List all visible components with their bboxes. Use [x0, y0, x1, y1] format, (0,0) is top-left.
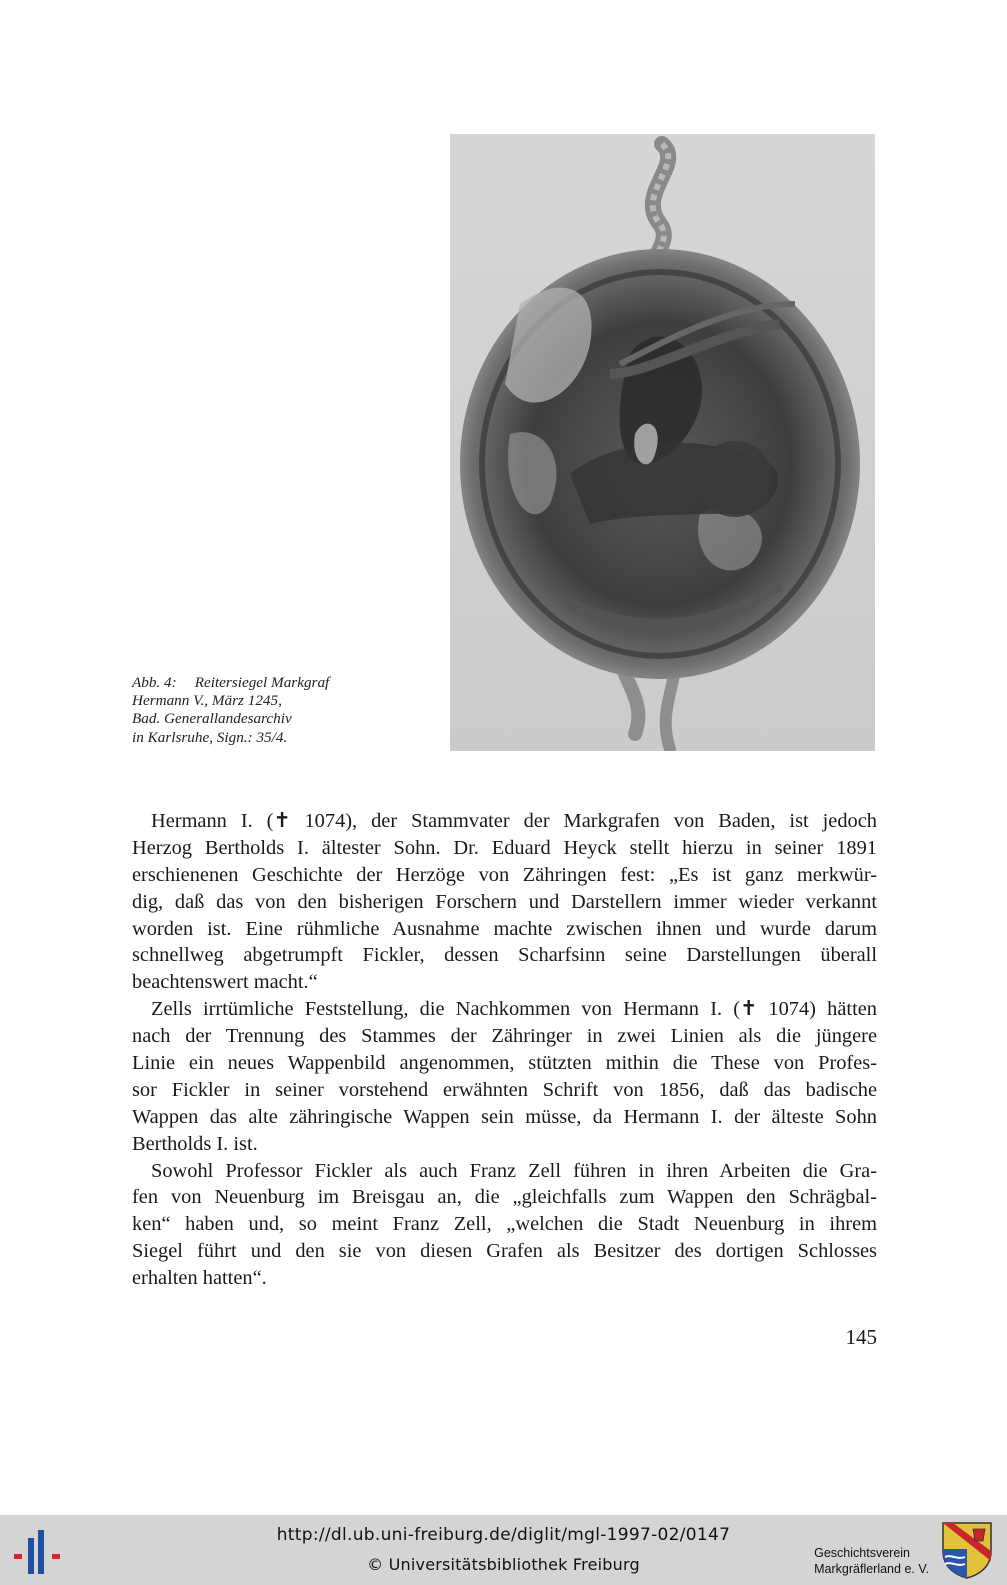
caption-line: Hermann V., März 1245, — [132, 692, 282, 710]
society-line: Geschichtsverein — [814, 1546, 910, 1560]
text-line: schnellweg abgetrumpft Fickler, dessen Scharfsinn seine Darstellungen überall — [132, 944, 877, 967]
text-line: Bertholds I. ist. — [132, 1132, 258, 1155]
text-line: Hermann I. (✝ 1074), der Stammvater der Markgrafen von Baden, ist jedoch — [151, 810, 877, 832]
footer-bar — [0, 1515, 1007, 1585]
text-line: Wappen das alte zähringische Wappen sein müsse, da Hermann I. der älteste Sohn — [132, 1105, 877, 1128]
markgraeflerland-crest-icon[interactable] — [941, 1521, 993, 1579]
society-name[interactable] — [814, 1545, 929, 1577]
page-number: 145 — [845, 1325, 877, 1349]
caption-line — [132, 674, 432, 692]
text-line: nach der Trennung des Stammes der Zähringer in zwei Linien als die jüngere — [132, 1025, 877, 1048]
text-line: ken“ haben und, so meint Franz Zell, „welchen die Stadt Neuenburg in ihrem — [132, 1213, 877, 1236]
text-line: Zells irrtümliche Feststellung, die Nachkommen von Hermann I. (✝ 1074) hätten — [151, 998, 877, 1021]
text-line: Linie ein neues Wappenbild angenommen, stützten mithin die These von Profes- — [132, 1052, 877, 1075]
text-line: dig, daß das von den bisherigen Forschern und Darstellern immer wieder verkannt — [132, 890, 877, 913]
text-line: beachtenswert macht.“ — [132, 971, 318, 994]
text-line: Siegel führt und den sie von diesen Grafen als Besitzer des dortigen Schlosses — [132, 1240, 877, 1263]
text-line: sor Fickler in seiner vorstehend erwähnten Schrift von 1856, daß das badische — [132, 1078, 877, 1101]
text-line: fen von Neuenburg im Breisgau an, die „gleichfalls zum Wappen den Schrägbal- — [132, 1186, 877, 1209]
text-line: Sowohl Professor Fickler als auch Franz Zell führen in ihren Arbeiten die Gra- — [151, 1159, 877, 1182]
figure-caption — [132, 674, 432, 747]
text-line: erhalten hatten“. — [132, 1267, 267, 1290]
copyright-text: © Universitätsbibliothek Freiburg — [367, 1555, 640, 1574]
caption-line: in Karlsruhe, Sign.: 35/4. — [132, 728, 288, 746]
equestrian-seal-image — [450, 134, 875, 751]
society-line: Markgräflerland e. V. — [814, 1562, 929, 1576]
caption-label: Abb. 4: — [132, 674, 177, 691]
document-url-link[interactable]: http://dl.ub.uni-freiburg.de/diglit/mgl-1997-02/0147 — [276, 1525, 731, 1545]
seal-photograph — [450, 134, 875, 751]
text-line: worden ist. Eine rühmliche Ausnahme machte zwischen ihnen und wurde darum — [132, 917, 877, 940]
body-text — [132, 808, 877, 1292]
text-line: erschienenen Geschichte der Herzöge von Zähringen fest: „Es ist ganz merkwür- — [132, 863, 877, 886]
caption-text: Reitersiegel Markgraf — [194, 674, 330, 691]
caption-line: Bad. Generallandesarchiv — [132, 710, 292, 728]
text-line: Herzog Bertholds I. ältester Sohn. Dr. Eduard Heyck stellt hierzu in seiner 1891 — [132, 836, 877, 859]
